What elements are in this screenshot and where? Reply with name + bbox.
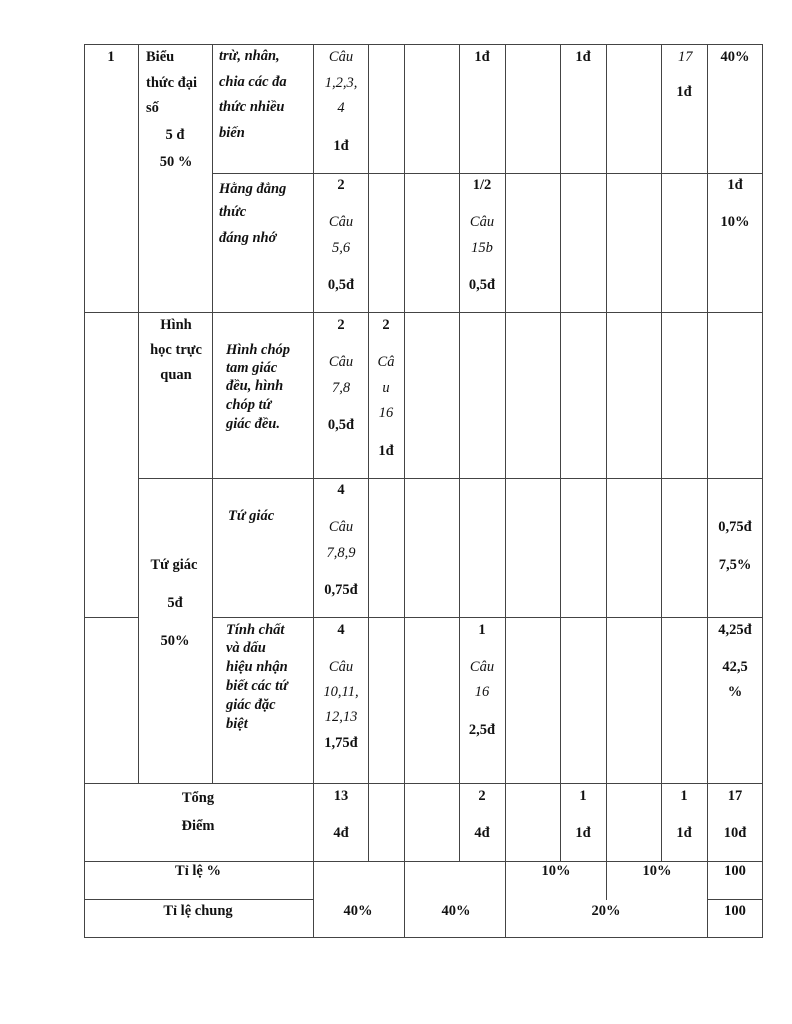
matrix-document: 1 Biểu thức đại số 5 đ 50 % trừ, nhân, chia các đa thức nhiều biến Câu 1,2,3, 4 1đ 1đ 1đ 17 1đ 40% Hằng đẳng thức đáng nhớ 2 Câu 5,6 0,5đ 1/2 Câu 15b 0,5đ 1đ 10% Hình học trực quan Hình chóp tam giác đều, hình chóp tứ giác đều. 2 Câu 7,8 0,5đ 2 Câ u 16 1đ Tứ giác 5đ 50% Tứ giác 4 Câu 7,8,9 0,75đ 0,75đ 7,5% Tính chất và dấu hiệu nhận biết các tứ giác đặc biệt 4 Câu 10,11, 12,13 1,75đ 1 Câu 16 2,5đ 4,25đ 42,5 % Tổng Điểm 13 4đ 2 4đ 1 1đ 1 1đ 17 10đ Tỉ lệ % 10% 10% 100 Tỉ lệ chung 40% 40% 20% 100	[0, 0, 792, 1024]
total-cell-row1: 40%	[720, 49, 750, 65]
stt-cell: 1	[107, 49, 115, 65]
content-cell-quadrilateral: Tứ giác	[228, 508, 275, 524]
vd-score-cell: 1đ	[474, 49, 490, 65]
vdc-score-cell: 1đ	[575, 49, 591, 65]
